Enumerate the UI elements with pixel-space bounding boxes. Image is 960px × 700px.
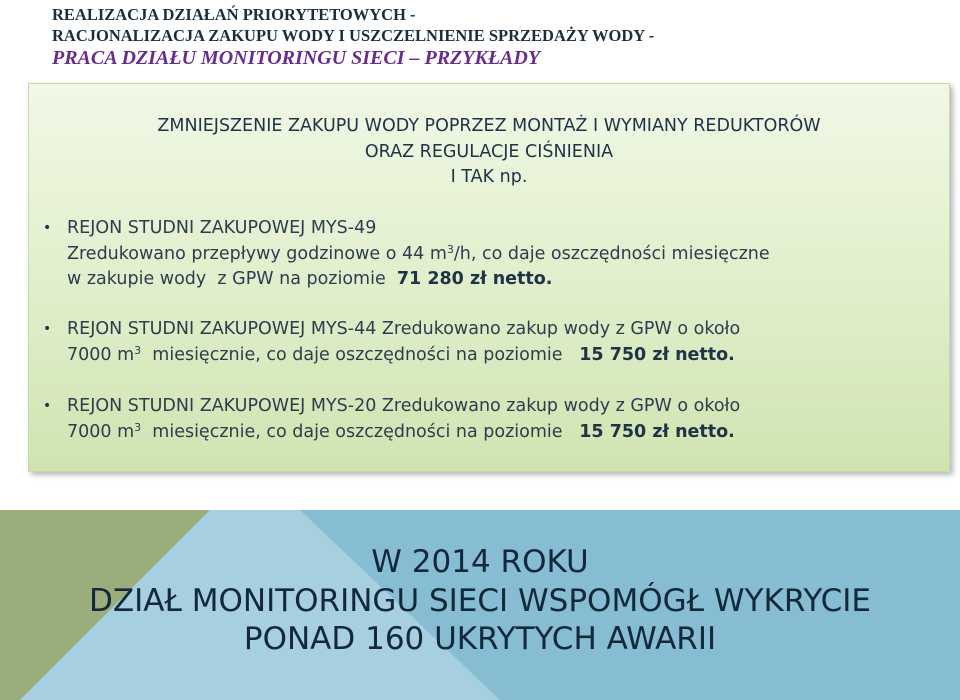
text-fragment: /h, co daje oszczędności miesięczne xyxy=(453,243,770,264)
header-line-1: REALIZACJA DZIAŁAŃ PRIORYTETOWYCH - xyxy=(52,5,416,24)
bullet-line: REJON STUDNI ZAKUPOWEJ MYS-44 Zredukowano zakup wody z GPW o około xyxy=(67,319,741,339)
header-subtitle: PRACA DZIAŁU MONITORINGU SIECI – PRZYKŁADY xyxy=(52,47,541,69)
bullet-line xyxy=(67,242,947,268)
text-fragment: 7000 m xyxy=(67,344,135,365)
summary-banner xyxy=(0,510,960,700)
savings-amount: 15 750 zł netto. xyxy=(579,421,735,442)
banner-line-1: W 2014 ROKU xyxy=(371,544,589,580)
box-title xyxy=(29,114,949,191)
bullet-item-mys-20 xyxy=(43,394,947,445)
banner-line-2: DZIAŁ MONITORINGU SIECI WSPOMÓGŁ WYKRYCIE xyxy=(89,582,871,619)
header-line-2: RACJONALIZACJA ZAKUPU WODY I USZCZELNIENIE SPRZEDAŻY WODY - xyxy=(52,26,655,45)
superscript: 3 xyxy=(134,343,142,357)
banner-line-3: PONAD 160 UKRYTYCH AWARII xyxy=(243,621,717,657)
bullet-line: REJON STUDNI ZAKUPOWEJ MYS-20 Zredukowano zakup wody z GPW o około xyxy=(67,396,741,416)
text-fragment: w zakupie wody z GPW na poziomie xyxy=(67,269,397,289)
text-fragment: miesięcznie, co daje oszczędności na poziomie xyxy=(141,344,580,365)
bullet-item-mys-49 xyxy=(43,216,947,293)
savings-amount: 71 280 zł netto. xyxy=(396,269,553,289)
banner-text xyxy=(0,543,960,659)
superscript: 3 xyxy=(134,420,142,434)
box-title-line-1: ZMNIEJSZENIE ZAKUPU WODY POPRZEZ MONTAŻ I WYMIANY REDUKTORÓW xyxy=(157,116,821,136)
text-fragment: miesięcznie, co daje oszczędności na poziomie xyxy=(141,421,580,442)
bullet-icon: • xyxy=(43,220,52,236)
bullet-icon: • xyxy=(43,398,52,414)
bullet-line xyxy=(67,420,947,446)
bullet-line: REJON STUDNI ZAKUPOWEJ MYS-49 xyxy=(67,218,377,238)
text-fragment: 7000 m xyxy=(67,421,135,442)
superscript: 3 xyxy=(446,242,454,256)
box-title-line-3: I TAK np. xyxy=(450,167,528,187)
text-fragment: Zredukowano przepływy godzinowe o 44 m xyxy=(67,243,447,264)
bullet-line xyxy=(67,267,947,293)
savings-amount: 15 750 zł netto. xyxy=(579,344,735,365)
bullet-icon: • xyxy=(43,321,52,337)
bullet-line xyxy=(67,343,947,369)
slide-header xyxy=(52,4,952,70)
bullet-item-mys-44 xyxy=(43,317,947,368)
content-box xyxy=(28,83,950,472)
box-title-line-2: ORAZ REGULACJE CIŚNIENIA xyxy=(364,141,614,162)
